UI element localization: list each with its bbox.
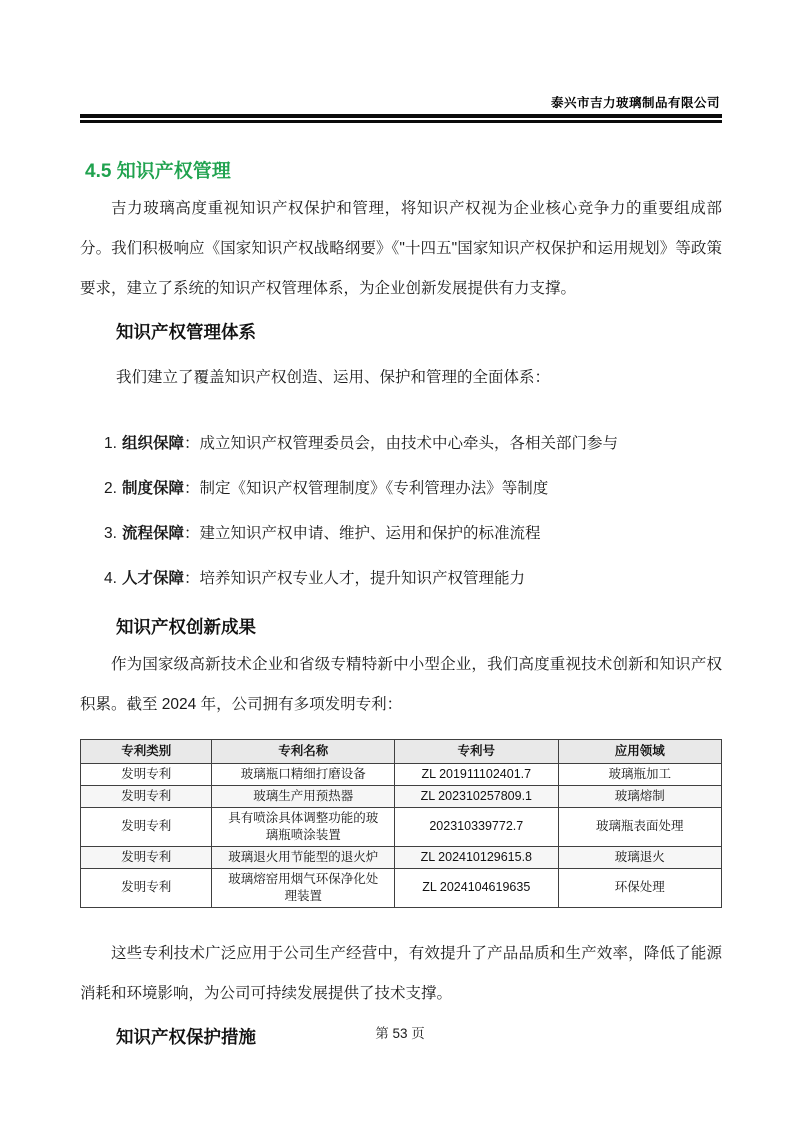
cell-patent-number: ZL 201911102401.7 [395,763,558,785]
cell-patent-type: 发明专利 [81,807,212,846]
list-item-number: 2. [104,479,117,497]
cell-patent-type: 发明专利 [81,846,212,868]
column-header-patent-type: 专利类别 [81,739,212,763]
cell-application-field: 玻璃瓶表面处理 [558,807,721,846]
list-item-text: ：制定《知识产权管理制度》《专利管理办法》等制度 [183,479,549,497]
list-item-label: 流程保障 [121,524,184,542]
page-number: 第 53 页 [375,1026,425,1041]
list-item-text: ：培养知识产权专业人才，提升知识产权管理能力 [183,569,525,587]
patent-table-header-row [81,739,722,763]
safeguard-list [104,434,722,589]
cell-application-field: 玻璃熔制 [558,785,721,807]
list-item-institution [104,479,722,499]
cell-patent-name: 玻璃熔窑用烟气环保净化处理装置 [212,868,395,907]
patent-table [80,739,722,908]
cell-patent-type: 发明专利 [81,763,212,785]
table-row [81,807,722,846]
column-header-patent-name: 专利名称 [212,739,395,763]
management-intro-paragraph: 我们建立了覆盖知识产权创造、运用、保护和管理的全面体系： [116,368,551,386]
cell-patent-number: ZL 202310257809.1 [395,785,558,807]
list-item-talent [104,569,722,589]
header-rule-thin [80,120,722,123]
cell-patent-name: 玻璃生产用预热器 [212,785,395,807]
list-item-number: 1. [104,434,117,452]
cell-application-field: 玻璃退火 [558,846,721,868]
cell-patent-name: 玻璃瓶口精细打磨设备 [212,763,395,785]
cell-patent-type: 发明专利 [81,868,212,907]
table-row [81,868,722,907]
column-header-application-field: 应用领域 [558,739,721,763]
heading-innovation-achievements: 知识产权创新成果 [116,616,256,637]
company-name: 泰兴市吉力玻璃制品有限公司 [550,96,720,110]
cell-patent-type: 发明专利 [81,785,212,807]
list-item-process [104,524,722,544]
header-rule-thick [80,114,722,118]
list-item-number: 3. [104,524,117,542]
cell-application-field: 玻璃瓶加工 [558,763,721,785]
heading-protection-measures: 知识产权保护措施 [116,1026,256,1047]
heading-management-system: 知识产权管理体系 [116,321,256,342]
column-header-patent-number: 专利号 [395,739,558,763]
table-row [81,846,722,868]
cell-patent-number: 202310339772.7 [395,807,558,846]
cell-patent-name: 具有喷涂具体调整功能的玻璃瓶喷涂装置 [212,807,395,846]
list-item-text: ：建立知识产权申请、维护、运用和保护的标准流程 [183,524,541,542]
cell-application-field: 环保处理 [558,868,721,907]
list-item-text: ：成立知识产权管理委员会，由技术中心牵头，各相关部门参与 [183,434,618,452]
list-item-label: 制度保障 [121,479,184,497]
list-item-organization [104,434,722,454]
cell-patent-name: 玻璃退火用节能型的退火炉 [212,846,395,868]
list-item-number: 4. [104,569,117,587]
list-item-label: 组织保障 [121,434,184,452]
innovation-intro-paragraph: 作为国家级高新技术企业和省级专精特新中小型企业，我们高度重视技术创新和知识产权积累。截至 2024 年，公司拥有多项发明专利： [80,655,722,713]
page-header [80,0,722,123]
cell-patent-number: ZL 202410129615.8 [395,846,558,868]
section-intro-paragraph: 吉力玻璃高度重视知识产权保护和管理，将知识产权视为企业核心竞争力的重要组成部分。我们积极响应《国家知识产权战略纲要》《"十四五"国家知识产权保护和运用规划》等政策要求，建立了系统的知识产权管理体系，为企业创新发展提供有力支撑。 [80,199,722,297]
innovation-outro-paragraph: 这些专利技术广泛应用于公司生产经营中，有效提升了产品品质和生产效率，降低了能源消耗和环境影响，为公司可持续发展提供了技术支撑。 [80,944,722,1002]
list-item-label: 人才保障 [121,569,184,587]
page-footer [0,1022,800,1042]
table-row [81,785,722,807]
cell-patent-number: ZL 2024104619635 [395,868,558,907]
table-row [81,763,722,785]
section-title: 4.5 知识产权管理 [85,160,231,182]
